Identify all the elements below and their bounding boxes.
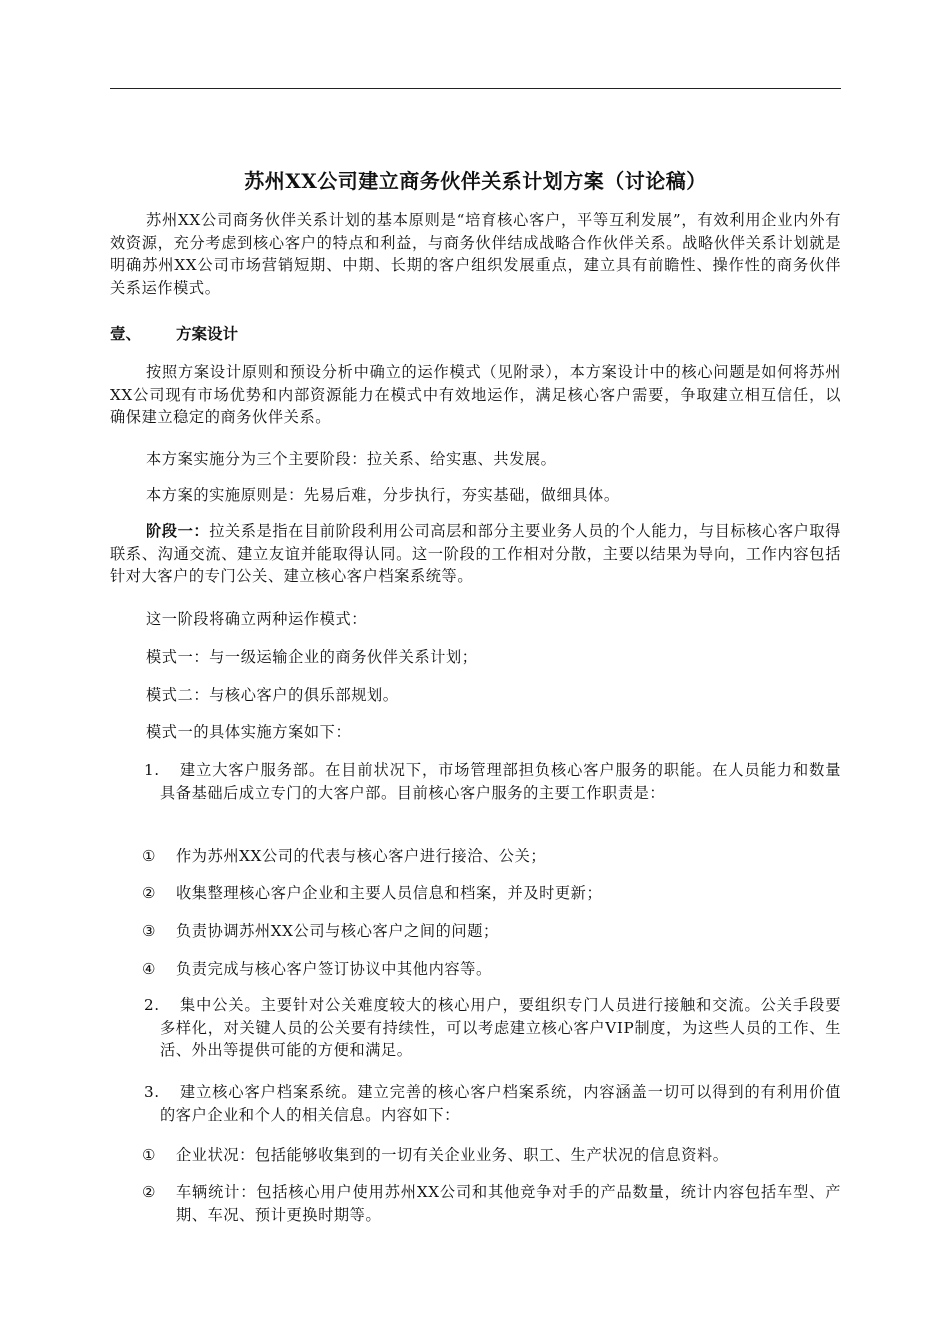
sub-text: 作为苏州XX公司的代表与核心客户进行接洽、公关； xyxy=(176,847,547,865)
principle-paragraph: 本方案的实施原则是：先易后难，分步执行，夯实基础，做细具体。 xyxy=(146,486,620,504)
stage1-paragraph xyxy=(110,520,841,588)
stage1-label: 阶段一： xyxy=(146,522,210,540)
sub-text: 负责完成与核心客户签订协议中其他内容等。 xyxy=(176,960,492,978)
item1-marker: 1. xyxy=(144,761,160,779)
item3-marker: 3. xyxy=(144,1083,160,1101)
mode1-intro: 模式一的具体实施方案如下： xyxy=(146,723,352,741)
list-item xyxy=(142,920,841,943)
section-heading xyxy=(110,323,238,345)
mode2-line: 模式二：与核心客户的俱乐部规划。 xyxy=(146,686,399,704)
sub-marker: ② xyxy=(142,884,157,902)
section-number: 壹、 xyxy=(110,324,142,343)
item2-text: 集中公关。主要针对公关难度较大的核心用户，要组织专门人员进行接触和交流。公关手段要多样化，对关键人员的公关要有持续性，可以考虑建立核心客户VIP制度，为这些人员的工作、生活、外出等提供可能的方便和满足。 xyxy=(160,996,841,1059)
item1-text: 建立大客户服务部。在目前状况下，市场管理部担负核心客户服务的职能。在人员能力和数量具备基础后成立专门的大客户部。目前核心客户服务的主要工作职责是： xyxy=(160,761,841,802)
mode1-line: 模式一：与一级运输企业的商务伙伴关系计划； xyxy=(146,648,478,666)
sub-marker: ① xyxy=(142,1146,157,1164)
item3-text: 建立核心客户档案系统。建立完善的核心客户档案系统，内容涵盖一切可以得到的有利用价值的客户企业和个人的相关信息。内容如下： xyxy=(160,1083,841,1124)
sub-text: 企业状况：包括能够收集到的一切有关企业业务、职工、生产状况的信息资料。 xyxy=(176,1146,729,1164)
list-item xyxy=(142,958,841,981)
list-item xyxy=(142,1144,841,1167)
sub-text: 收集整理核心客户企业和主要人员信息和档案，并及时更新； xyxy=(176,884,603,902)
list-item xyxy=(142,882,841,905)
sub-marker: ② xyxy=(142,1183,157,1201)
sub-text: 负责协调苏州XX公司与核心客户之间的问题； xyxy=(176,922,499,940)
design-paragraph: 按照方案设计原则和预设分析中确立的运作模式（见附录），本方案设计中的核心问题是如何将苏州XX公司现有市场优势和内部资源能力在模式中有效地运作，满足核心客户需要，争取建立相互信任，以确保建立稳定的商务伙伴关系。 xyxy=(110,363,841,426)
modes-intro: 这一阶段将确立两种运作模式： xyxy=(146,610,368,628)
section-title: 方案设计 xyxy=(176,324,239,343)
list-item xyxy=(144,994,841,1062)
stages-paragraph: 本方案实施分为三个主要阶段：拉关系、给实惠、共发展。 xyxy=(146,450,557,468)
sub-marker: ④ xyxy=(142,960,157,978)
sub-marker: ③ xyxy=(142,922,157,940)
list-item xyxy=(142,1181,841,1226)
intro-paragraph: 苏州XX公司商务伙伴关系计划的基本原则是“培育核心客户，平等互利发展”，有效利用企业内外有效资源，充分考虑到核心客户的特点和利益，与商务伙伴结成战略合作伙伴关系。战略伙伴关系计划就是明确苏州XX公司市场营销短期、中期、长期的客户组织发展重点，建立具有前瞻性、操作性的商务伙伴关系运作模式。 xyxy=(110,211,841,297)
stage1-text: 拉关系是指在目前阶段利用公司高层和部分主要业务人员的个人能力，与目标核心客户取得联系、沟通交流、建立友谊并能取得认同。这一阶段的工作相对分散，主要以结果为导向，工作内容包括针对大客户的专门公关、建立核心客户档案系统等。 xyxy=(110,522,841,585)
list-item xyxy=(144,759,841,804)
header-rule xyxy=(110,88,841,89)
list-item xyxy=(144,1081,841,1126)
sub-marker: ① xyxy=(142,847,157,865)
document-title: 苏州XX公司建立商务伙伴关系计划方案（讨论稿） xyxy=(244,169,707,193)
sub-text: 车辆统计：包括核心用户使用苏州XX公司和其他竞争对手的产品数量，统计内容包括车型、产期、车况、预计更换时期等。 xyxy=(176,1183,841,1224)
list-item xyxy=(142,845,841,868)
item2-marker: 2. xyxy=(144,996,160,1014)
